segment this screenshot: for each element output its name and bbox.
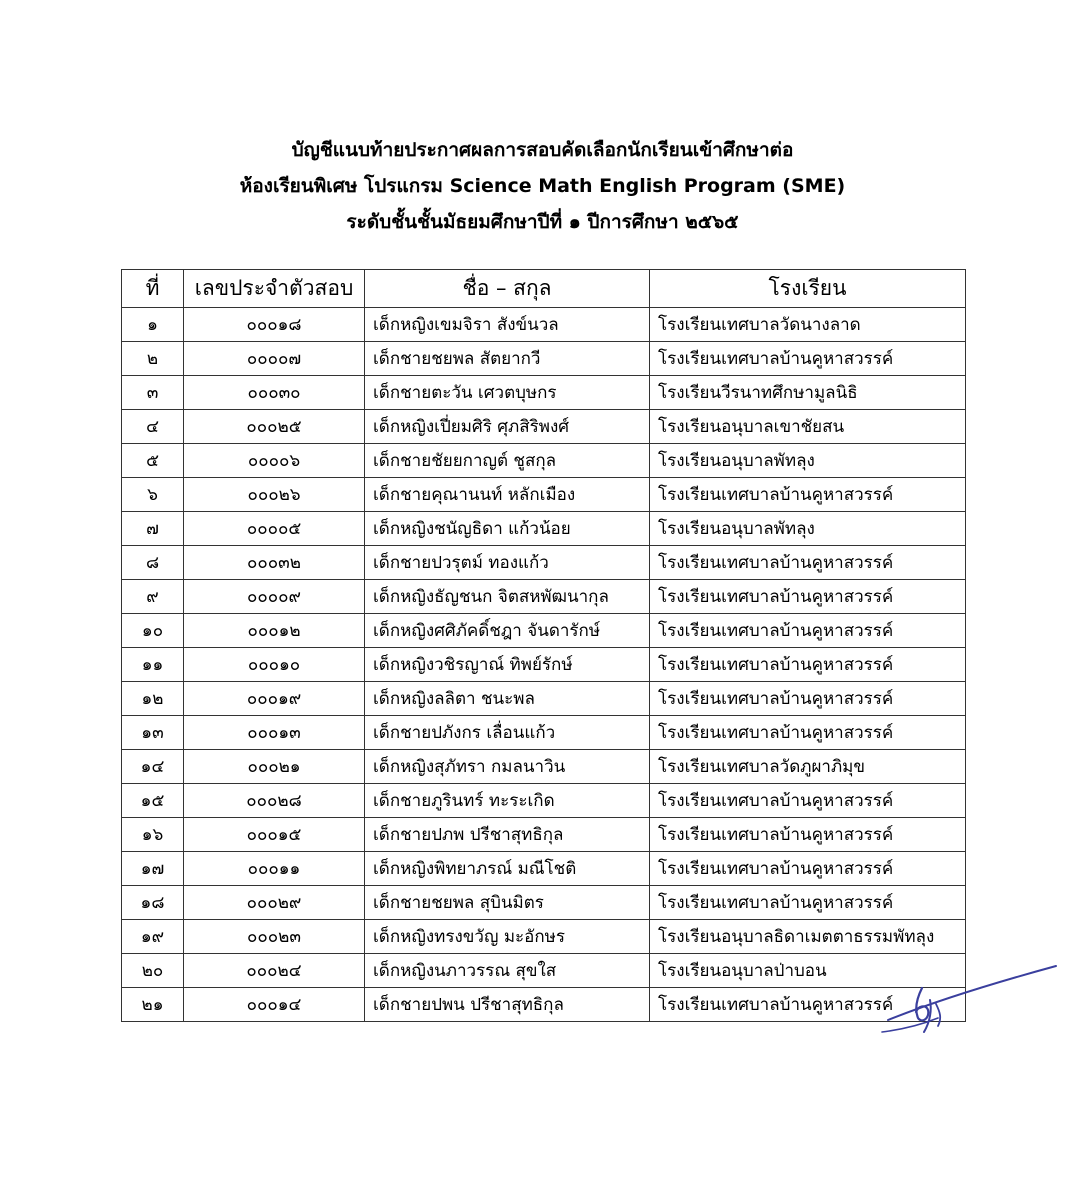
row-exam-id: ๐๐๐๓๒	[184, 546, 365, 580]
row-exam-id: ๐๐๐๒๘	[184, 784, 365, 818]
row-student-name: เด็กชายปวรุตม์ ทองแก้ว	[365, 546, 650, 580]
row-student-name: เด็กหญิงวชิรญาณ์ ทิพย์รักษ์	[365, 648, 650, 682]
row-number: ๑๔	[122, 750, 184, 784]
row-number: ๑๐	[122, 614, 184, 648]
row-student-name: เด็กหญิงธัญชนก จิตสหพัฒนากุล	[365, 580, 650, 614]
table-row	[122, 954, 966, 988]
document-header	[0, 132, 1085, 240]
row-number: ๗	[122, 512, 184, 546]
row-student-name: เด็กชายชัยยกาญต์ ชูสกุล	[365, 444, 650, 478]
row-number: ๒	[122, 342, 184, 376]
row-number: ๕	[122, 444, 184, 478]
row-student-name: เด็กหญิงทรงขวัญ มะอักษร	[365, 920, 650, 954]
row-school: โรงเรียนเทศบาลบ้านคูหาสวรรค์	[650, 886, 966, 920]
row-exam-id: ๐๐๐๑๔	[184, 988, 365, 1022]
row-school: โรงเรียนอนุบาลเขาชัยสน	[650, 410, 966, 444]
table-row	[122, 818, 966, 852]
row-school: โรงเรียนเทศบาลบ้านคูหาสวรรค์	[650, 682, 966, 716]
row-school: โรงเรียนเทศบาลบ้านคูหาสวรรค์	[650, 852, 966, 886]
row-exam-id: ๐๐๐๒๔	[184, 954, 365, 988]
row-student-name: เด็กชายชยพล สุบินมิตร	[365, 886, 650, 920]
row-school: โรงเรียนเทศบาลบ้านคูหาสวรรค์	[650, 580, 966, 614]
row-exam-id: ๐๐๐๐๖	[184, 444, 365, 478]
row-exam-id: ๐๐๐๓๐	[184, 376, 365, 410]
row-exam-id: ๐๐๐๐๙	[184, 580, 365, 614]
row-number: ๑	[122, 308, 184, 342]
row-exam-id: ๐๐๐๒๓	[184, 920, 365, 954]
row-student-name: เด็กชายปภพ ปรีชาสุทธิกุล	[365, 818, 650, 852]
column-header-name: ชื่อ – สกุล	[365, 270, 650, 308]
row-number: ๑๙	[122, 920, 184, 954]
row-school: โรงเรียนเทศบาลวัดภูผาภิมุข	[650, 750, 966, 784]
table-row	[122, 784, 966, 818]
row-number: ๑๒	[122, 682, 184, 716]
row-exam-id: ๐๐๐๑๘	[184, 308, 365, 342]
row-number: ๘	[122, 546, 184, 580]
results-table	[121, 269, 966, 1022]
row-exam-id: ๐๐๐๒๖	[184, 478, 365, 512]
row-student-name: เด็กหญิงพิทยาภรณ์ มณีโชติ	[365, 852, 650, 886]
row-exam-id: ๐๐๐๒๕	[184, 410, 365, 444]
row-student-name: เด็กหญิงศศิภัคดิ์ชฎา จันดารักษ์	[365, 614, 650, 648]
table-row	[122, 682, 966, 716]
row-school: โรงเรียนเทศบาลวัดนางลาด	[650, 308, 966, 342]
row-school: โรงเรียนอนุบาลป่าบอน	[650, 954, 966, 988]
row-exam-id: ๐๐๐๑๕	[184, 818, 365, 852]
row-exam-id: ๐๐๐๒๑	[184, 750, 365, 784]
row-number: ๙	[122, 580, 184, 614]
row-school: โรงเรียนเทศบาลบ้านคูหาสวรรค์	[650, 648, 966, 682]
row-exam-id: ๐๐๐๑๒	[184, 614, 365, 648]
row-number: ๑๖	[122, 818, 184, 852]
row-school: โรงเรียนเทศบาลบ้านคูหาสวรรค์	[650, 342, 966, 376]
row-school: โรงเรียนอนุบาลพัทลุง	[650, 512, 966, 546]
row-number: ๒๐	[122, 954, 184, 988]
table-row	[122, 852, 966, 886]
row-school: โรงเรียนวีรนาทศึกษามูลนิธิ	[650, 376, 966, 410]
row-school: โรงเรียนเทศบาลบ้านคูหาสวรรค์	[650, 546, 966, 580]
table-row	[122, 376, 966, 410]
table-row	[122, 478, 966, 512]
table-row	[122, 920, 966, 954]
row-school: โรงเรียนเทศบาลบ้านคูหาสวรรค์	[650, 716, 966, 750]
row-student-name: เด็กหญิงสุภัทรา กมลนาวิน	[365, 750, 650, 784]
table-row	[122, 580, 966, 614]
column-header-exam-id: เลขประจำตัวสอบ	[184, 270, 365, 308]
table-row	[122, 546, 966, 580]
row-number: ๑๑	[122, 648, 184, 682]
row-school: โรงเรียนเทศบาลบ้านคูหาสวรรค์	[650, 818, 966, 852]
row-student-name: เด็กหญิงลลิตา ชนะพล	[365, 682, 650, 716]
row-student-name: เด็กหญิงเขมจิรา สังข์นวล	[365, 308, 650, 342]
table-row	[122, 342, 966, 376]
table-row	[122, 614, 966, 648]
row-school: โรงเรียนเทศบาลบ้านคูหาสวรรค์	[650, 784, 966, 818]
row-student-name: เด็กชายปพน ปรีชาสุทธิกุล	[365, 988, 650, 1022]
column-header-school: โรงเรียน	[650, 270, 966, 308]
row-exam-id: ๐๐๐๐๗	[184, 342, 365, 376]
row-exam-id: ๐๐๐๑๙	[184, 682, 365, 716]
header-title-line-2: ห้องเรียนพิเศษ โปรแกรม Science Math English Program (SME)	[239, 175, 846, 197]
table-row	[122, 716, 966, 750]
table-row	[122, 444, 966, 478]
row-exam-id: ๐๐๐๑๐	[184, 648, 365, 682]
table-header-row	[122, 270, 966, 308]
row-exam-id: ๐๐๐๐๕	[184, 512, 365, 546]
row-student-name: เด็กชายคุณานนท์ หลักเมือง	[365, 478, 650, 512]
row-student-name: เด็กหญิงชนัญธิดา แก้วน้อย	[365, 512, 650, 546]
column-header-number: ที่	[122, 270, 184, 308]
table-body	[122, 308, 966, 1022]
row-student-name: เด็กชายภูรินทร์ ทะระเกิด	[365, 784, 650, 818]
row-number: ๑๓	[122, 716, 184, 750]
table-row	[122, 410, 966, 444]
row-number: ๑๗	[122, 852, 184, 886]
table-row	[122, 512, 966, 546]
row-number: ๑๘	[122, 886, 184, 920]
row-student-name: เด็กชายปภังกร เลื่อนแก้ว	[365, 716, 650, 750]
row-number: ๔	[122, 410, 184, 444]
row-student-name: เด็กชายชยพล สัตยากวี	[365, 342, 650, 376]
table-row	[122, 886, 966, 920]
row-school: โรงเรียนอนุบาลธิดาเมตตาธรรมพัทลุง	[650, 920, 966, 954]
row-exam-id: ๐๐๐๑๓	[184, 716, 365, 750]
table-row	[122, 308, 966, 342]
row-student-name: เด็กหญิงนภาวรรณ สุขใส	[365, 954, 650, 988]
table-row	[122, 750, 966, 784]
row-exam-id: ๐๐๐๒๙	[184, 886, 365, 920]
header-title-line-3: ระดับชั้นชั้นมัธยมศึกษาปีที่ ๑ ปีการศึกษา ๒๕๖๕	[346, 211, 739, 233]
row-exam-id: ๐๐๐๑๑	[184, 852, 365, 886]
row-school: โรงเรียนเทศบาลบ้านคูหาสวรรค์	[650, 988, 966, 1022]
row-student-name: เด็กชายตะวัน เศวตบุษกร	[365, 376, 650, 410]
signature	[878, 960, 1068, 1040]
row-number: ๓	[122, 376, 184, 410]
row-student-name: เด็กหญิงเปี่ยมศิริ ศุภสิริพงศ์	[365, 410, 650, 444]
row-school: โรงเรียนเทศบาลบ้านคูหาสวรรค์	[650, 614, 966, 648]
row-school: โรงเรียนอนุบาลพัทลุง	[650, 444, 966, 478]
table-row	[122, 648, 966, 682]
header-title-line-1: บัญชีแนบท้ายประกาศผลการสอบคัดเลือกนักเรียนเข้าศึกษาต่อ	[291, 139, 794, 161]
row-school: โรงเรียนเทศบาลบ้านคูหาสวรรค์	[650, 478, 966, 512]
row-number: ๒๑	[122, 988, 184, 1022]
row-number: ๑๕	[122, 784, 184, 818]
row-number: ๖	[122, 478, 184, 512]
table-row	[122, 988, 966, 1022]
